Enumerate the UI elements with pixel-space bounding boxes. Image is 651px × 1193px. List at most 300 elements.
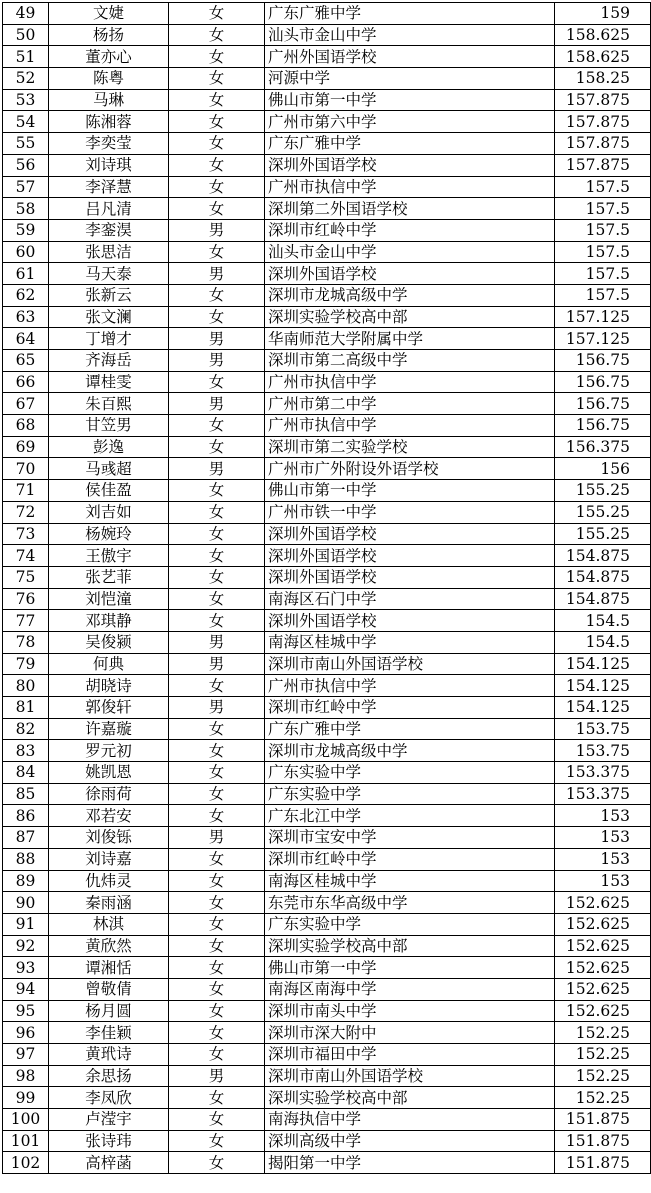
name-cell: 董亦心 (49, 46, 169, 68)
score-cell: 157.5 (555, 284, 651, 306)
name-cell: 曾敬倩 (49, 978, 169, 1000)
score-cell: 156.75 (555, 350, 651, 372)
table-row (3, 3, 651, 25)
school-cell: 深圳市福田中学 (265, 1044, 555, 1066)
school-cell: 深圳市红岭中学 (265, 848, 555, 870)
gender-cell: 男 (169, 653, 265, 675)
school-cell: 佛山市第一中学 (265, 480, 555, 502)
school-cell: 深圳外国语学校 (265, 610, 555, 632)
school-cell: 深圳市第二高级中学 (265, 350, 555, 372)
name-cell: 朱百熙 (49, 393, 169, 415)
rank-cell: 66 (3, 371, 49, 393)
gender-cell: 女 (169, 241, 265, 263)
school-cell: 南海区桂城中学 (265, 870, 555, 892)
name-cell: 刘诗嘉 (49, 848, 169, 870)
name-cell: 李銮淏 (49, 219, 169, 241)
name-cell: 郭俊轩 (49, 697, 169, 719)
name-cell: 张思洁 (49, 241, 169, 263)
score-cell: 158.25 (555, 68, 651, 90)
rank-cell: 84 (3, 762, 49, 784)
gender-cell: 女 (169, 740, 265, 762)
name-cell: 文婕 (49, 3, 169, 25)
name-cell: 张新云 (49, 284, 169, 306)
rank-cell: 69 (3, 436, 49, 458)
score-cell: 152.625 (555, 935, 651, 957)
table-row (3, 566, 651, 588)
school-cell: 河源中学 (265, 68, 555, 90)
rank-cell: 51 (3, 46, 49, 68)
score-cell: 157.5 (555, 176, 651, 198)
table-row (3, 957, 651, 979)
name-cell: 卢滢宇 (49, 1109, 169, 1131)
gender-cell: 女 (169, 436, 265, 458)
gender-cell: 男 (169, 328, 265, 350)
school-cell: 深圳市红岭中学 (265, 697, 555, 719)
school-cell: 广州市执信中学 (265, 415, 555, 437)
table-row (3, 1152, 651, 1174)
gender-cell: 男 (169, 697, 265, 719)
name-cell: 李佳颖 (49, 1022, 169, 1044)
table-row (3, 263, 651, 285)
gender-cell: 女 (169, 1022, 265, 1044)
school-cell: 华南师范大学附属中学 (265, 328, 555, 350)
score-cell: 157.875 (555, 89, 651, 111)
score-cell: 157.125 (555, 328, 651, 350)
gender-cell: 男 (169, 458, 265, 480)
table-row (3, 610, 651, 632)
score-cell: 154.875 (555, 545, 651, 567)
gender-cell: 女 (169, 957, 265, 979)
name-cell: 张诗玮 (49, 1130, 169, 1152)
school-cell: 深圳市深大附中 (265, 1022, 555, 1044)
score-cell: 154.5 (555, 631, 651, 653)
table-row (3, 653, 651, 675)
rank-cell: 100 (3, 1109, 49, 1131)
score-cell: 154.5 (555, 610, 651, 632)
school-cell: 广东实验中学 (265, 762, 555, 784)
table-row (3, 523, 651, 545)
table-row (3, 827, 651, 849)
score-cell: 154.125 (555, 675, 651, 697)
table-row (3, 436, 651, 458)
table-row (3, 458, 651, 480)
table-row (3, 870, 651, 892)
rank-cell: 55 (3, 133, 49, 155)
rank-cell: 81 (3, 697, 49, 719)
name-cell: 王傲宇 (49, 545, 169, 567)
score-cell: 156.75 (555, 393, 651, 415)
table-row (3, 978, 651, 1000)
table-row (3, 176, 651, 198)
name-cell: 侯佳盈 (49, 480, 169, 502)
school-cell: 佛山市第一中学 (265, 957, 555, 979)
school-cell: 广州市执信中学 (265, 176, 555, 198)
name-cell: 陈湘蓉 (49, 111, 169, 133)
ranking-table-body (3, 3, 651, 1174)
rank-cell: 74 (3, 545, 49, 567)
school-cell: 深圳市南山外国语学校 (265, 1065, 555, 1087)
score-cell: 151.875 (555, 1130, 651, 1152)
school-cell: 深圳市宝安中学 (265, 827, 555, 849)
rank-cell: 78 (3, 631, 49, 653)
score-cell: 153 (555, 805, 651, 827)
rank-cell: 88 (3, 848, 49, 870)
table-row (3, 588, 651, 610)
score-cell: 155.25 (555, 523, 651, 545)
table-row (3, 415, 651, 437)
gender-cell: 男 (169, 631, 265, 653)
gender-cell: 女 (169, 1109, 265, 1131)
name-cell: 邓琪静 (49, 610, 169, 632)
table-row (3, 675, 651, 697)
table-row (3, 697, 651, 719)
table-row (3, 154, 651, 176)
school-cell: 南海区石门中学 (265, 588, 555, 610)
school-cell: 深圳第二外国语学校 (265, 198, 555, 220)
table-row (3, 480, 651, 502)
school-cell: 佛山市第一中学 (265, 89, 555, 111)
name-cell: 齐海岳 (49, 350, 169, 372)
gender-cell: 女 (169, 545, 265, 567)
table-row (3, 545, 651, 567)
table-row (3, 783, 651, 805)
rank-cell: 58 (3, 198, 49, 220)
name-cell: 张文澜 (49, 306, 169, 328)
school-cell: 深圳实验学校高中部 (265, 935, 555, 957)
school-cell: 深圳外国语学校 (265, 545, 555, 567)
table-row (3, 306, 651, 328)
gender-cell: 女 (169, 523, 265, 545)
score-cell: 152.625 (555, 892, 651, 914)
name-cell: 许嘉璇 (49, 718, 169, 740)
rank-cell: 73 (3, 523, 49, 545)
score-cell: 157.5 (555, 263, 651, 285)
table-row (3, 133, 651, 155)
school-cell: 广东北江中学 (265, 805, 555, 827)
table-row (3, 68, 651, 90)
gender-cell: 男 (169, 350, 265, 372)
gender-cell: 女 (169, 1000, 265, 1022)
school-cell: 广东实验中学 (265, 913, 555, 935)
gender-cell: 女 (169, 783, 265, 805)
school-cell: 广州市执信中学 (265, 675, 555, 697)
name-cell: 吴俊颍 (49, 631, 169, 653)
school-cell: 深圳高级中学 (265, 1130, 555, 1152)
table-row (3, 631, 651, 653)
table-row (3, 219, 651, 241)
name-cell: 杨婉玲 (49, 523, 169, 545)
rank-cell: 75 (3, 566, 49, 588)
score-cell: 157.5 (555, 219, 651, 241)
school-cell: 广州市铁一中学 (265, 501, 555, 523)
name-cell: 高梓菡 (49, 1152, 169, 1174)
name-cell: 陈粤 (49, 68, 169, 90)
rank-cell: 53 (3, 89, 49, 111)
gender-cell: 女 (169, 1087, 265, 1109)
score-cell: 152.625 (555, 913, 651, 935)
name-cell: 谭桂雯 (49, 371, 169, 393)
gender-cell: 女 (169, 1130, 265, 1152)
gender-cell: 女 (169, 870, 265, 892)
table-row (3, 718, 651, 740)
rank-cell: 97 (3, 1044, 49, 1066)
name-cell: 刘诗琪 (49, 154, 169, 176)
school-cell: 深圳市红岭中学 (265, 219, 555, 241)
name-cell: 杨月圆 (49, 1000, 169, 1022)
school-cell: 深圳实验学校高中部 (265, 1087, 555, 1109)
gender-cell: 女 (169, 480, 265, 502)
score-cell: 155.25 (555, 501, 651, 523)
gender-cell: 女 (169, 805, 265, 827)
rank-cell: 59 (3, 219, 49, 241)
name-cell: 秦雨涵 (49, 892, 169, 914)
gender-cell: 女 (169, 610, 265, 632)
gender-cell: 女 (169, 913, 265, 935)
score-cell: 155.25 (555, 480, 651, 502)
school-cell: 深圳实验学校高中部 (265, 306, 555, 328)
name-cell: 李泽慧 (49, 176, 169, 198)
score-cell: 152.25 (555, 1022, 651, 1044)
rank-cell: 72 (3, 501, 49, 523)
table-row (3, 1022, 651, 1044)
gender-cell: 女 (169, 176, 265, 198)
name-cell: 余思扬 (49, 1065, 169, 1087)
score-cell: 152.625 (555, 978, 651, 1000)
score-cell: 157.125 (555, 306, 651, 328)
gender-cell: 女 (169, 46, 265, 68)
gender-cell: 女 (169, 762, 265, 784)
gender-cell: 女 (169, 89, 265, 111)
name-cell: 刘俊铄 (49, 827, 169, 849)
name-cell: 甘笠男 (49, 415, 169, 437)
score-cell: 156.75 (555, 415, 651, 437)
school-cell: 深圳外国语学校 (265, 523, 555, 545)
gender-cell: 男 (169, 393, 265, 415)
table-row (3, 350, 651, 372)
gender-cell: 男 (169, 1065, 265, 1087)
table-row (3, 848, 651, 870)
rank-cell: 99 (3, 1087, 49, 1109)
school-cell: 南海区南海中学 (265, 978, 555, 1000)
table-row (3, 111, 651, 133)
name-cell: 刘吉如 (49, 501, 169, 523)
table-row (3, 762, 651, 784)
rank-cell: 87 (3, 827, 49, 849)
name-cell: 谭湘恬 (49, 957, 169, 979)
score-cell: 153 (555, 827, 651, 849)
name-cell: 罗元初 (49, 740, 169, 762)
gender-cell: 女 (169, 154, 265, 176)
rank-cell: 90 (3, 892, 49, 914)
rank-cell: 80 (3, 675, 49, 697)
gender-cell: 女 (169, 848, 265, 870)
table-row (3, 1130, 651, 1152)
rank-cell: 101 (3, 1130, 49, 1152)
name-cell: 丁增才 (49, 328, 169, 350)
name-cell: 仇炜灵 (49, 870, 169, 892)
table-row (3, 328, 651, 350)
table-row (3, 1109, 651, 1131)
name-cell: 徐雨荷 (49, 783, 169, 805)
rank-cell: 68 (3, 415, 49, 437)
score-cell: 156 (555, 458, 651, 480)
gender-cell: 女 (169, 588, 265, 610)
gender-cell: 女 (169, 978, 265, 1000)
score-cell: 158.625 (555, 24, 651, 46)
name-cell: 吕凡清 (49, 198, 169, 220)
rank-cell: 89 (3, 870, 49, 892)
score-cell: 156.75 (555, 371, 651, 393)
rank-cell: 83 (3, 740, 49, 762)
name-cell: 邓若安 (49, 805, 169, 827)
school-cell: 深圳市第二实验学校 (265, 436, 555, 458)
rank-cell: 67 (3, 393, 49, 415)
score-cell: 154.125 (555, 653, 651, 675)
school-cell: 广东广雅中学 (265, 133, 555, 155)
rank-cell: 76 (3, 588, 49, 610)
school-cell: 深圳市龙城高级中学 (265, 740, 555, 762)
name-cell: 黄欣然 (49, 935, 169, 957)
gender-cell: 女 (169, 133, 265, 155)
table-row (3, 371, 651, 393)
rank-cell: 77 (3, 610, 49, 632)
table-row (3, 284, 651, 306)
table-row (3, 1044, 651, 1066)
table-row (3, 198, 651, 220)
school-cell: 深圳市南头中学 (265, 1000, 555, 1022)
table-row (3, 1065, 651, 1087)
score-cell: 153.75 (555, 740, 651, 762)
gender-cell: 女 (169, 371, 265, 393)
name-cell: 刘恺潼 (49, 588, 169, 610)
school-cell: 广东广雅中学 (265, 3, 555, 25)
name-cell: 胡晓诗 (49, 675, 169, 697)
gender-cell: 女 (169, 3, 265, 25)
score-cell: 153 (555, 870, 651, 892)
score-cell: 153 (555, 848, 651, 870)
table-row (3, 241, 651, 263)
school-cell: 广州市第二中学 (265, 393, 555, 415)
name-cell: 张艺菲 (49, 566, 169, 588)
school-cell: 深圳市龙城高级中学 (265, 284, 555, 306)
school-cell: 揭阳第一中学 (265, 1152, 555, 1174)
rank-cell: 98 (3, 1065, 49, 1087)
rank-cell: 102 (3, 1152, 49, 1174)
school-cell: 深圳市南山外国语学校 (265, 653, 555, 675)
gender-cell: 女 (169, 501, 265, 523)
name-cell: 姚凯恩 (49, 762, 169, 784)
school-cell: 广州市第六中学 (265, 111, 555, 133)
table-row (3, 805, 651, 827)
table-row (3, 913, 651, 935)
name-cell: 李奕莹 (49, 133, 169, 155)
school-cell: 广州外国语学校 (265, 46, 555, 68)
rank-cell: 82 (3, 718, 49, 740)
name-cell: 马彧超 (49, 458, 169, 480)
score-cell: 152.25 (555, 1044, 651, 1066)
rank-cell: 49 (3, 3, 49, 25)
school-cell: 广州市广外附设外语学校 (265, 458, 555, 480)
school-cell: 深圳外国语学校 (265, 566, 555, 588)
school-cell: 南海区桂城中学 (265, 631, 555, 653)
rank-cell: 71 (3, 480, 49, 502)
rank-cell: 85 (3, 783, 49, 805)
score-cell: 153.75 (555, 718, 651, 740)
score-cell: 151.875 (555, 1109, 651, 1131)
gender-cell: 女 (169, 718, 265, 740)
name-cell: 何典 (49, 653, 169, 675)
school-cell: 南海执信中学 (265, 1109, 555, 1131)
ranking-table (2, 2, 651, 1174)
score-cell: 154.125 (555, 697, 651, 719)
rank-cell: 95 (3, 1000, 49, 1022)
rank-cell: 92 (3, 935, 49, 957)
school-cell: 广东广雅中学 (265, 718, 555, 740)
gender-cell: 女 (169, 415, 265, 437)
gender-cell: 男 (169, 827, 265, 849)
rank-cell: 62 (3, 284, 49, 306)
school-cell: 深圳外国语学校 (265, 263, 555, 285)
gender-cell: 女 (169, 1044, 265, 1066)
gender-cell: 女 (169, 935, 265, 957)
rank-cell: 61 (3, 263, 49, 285)
rank-cell: 96 (3, 1022, 49, 1044)
gender-cell: 女 (169, 24, 265, 46)
gender-cell: 女 (169, 284, 265, 306)
score-cell: 152.625 (555, 957, 651, 979)
gender-cell: 女 (169, 892, 265, 914)
table-row (3, 393, 651, 415)
table-row (3, 1087, 651, 1109)
name-cell: 马天泰 (49, 263, 169, 285)
rank-cell: 56 (3, 154, 49, 176)
rank-cell: 65 (3, 350, 49, 372)
school-cell: 东莞市东华高级中学 (265, 892, 555, 914)
score-cell: 158.625 (555, 46, 651, 68)
score-cell: 152.25 (555, 1087, 651, 1109)
score-cell: 157.875 (555, 133, 651, 155)
name-cell: 黄玳诗 (49, 1044, 169, 1066)
rank-cell: 64 (3, 328, 49, 350)
table-row (3, 935, 651, 957)
score-cell: 154.875 (555, 588, 651, 610)
score-cell: 157.875 (555, 154, 651, 176)
rank-cell: 93 (3, 957, 49, 979)
gender-cell: 女 (169, 68, 265, 90)
gender-cell: 男 (169, 263, 265, 285)
rank-cell: 91 (3, 913, 49, 935)
rank-cell: 63 (3, 306, 49, 328)
gender-cell: 女 (169, 306, 265, 328)
score-cell: 157.5 (555, 241, 651, 263)
rank-cell: 60 (3, 241, 49, 263)
rank-cell: 86 (3, 805, 49, 827)
score-cell: 157.5 (555, 198, 651, 220)
school-cell: 汕头市金山中学 (265, 241, 555, 263)
name-cell: 杨扬 (49, 24, 169, 46)
table-row (3, 501, 651, 523)
table-row (3, 892, 651, 914)
score-cell: 152.25 (555, 1065, 651, 1087)
gender-cell: 女 (169, 1152, 265, 1174)
table-row (3, 24, 651, 46)
score-cell: 154.875 (555, 566, 651, 588)
gender-cell: 男 (169, 219, 265, 241)
name-cell: 马琳 (49, 89, 169, 111)
rank-cell: 70 (3, 458, 49, 480)
gender-cell: 女 (169, 566, 265, 588)
rank-cell: 79 (3, 653, 49, 675)
